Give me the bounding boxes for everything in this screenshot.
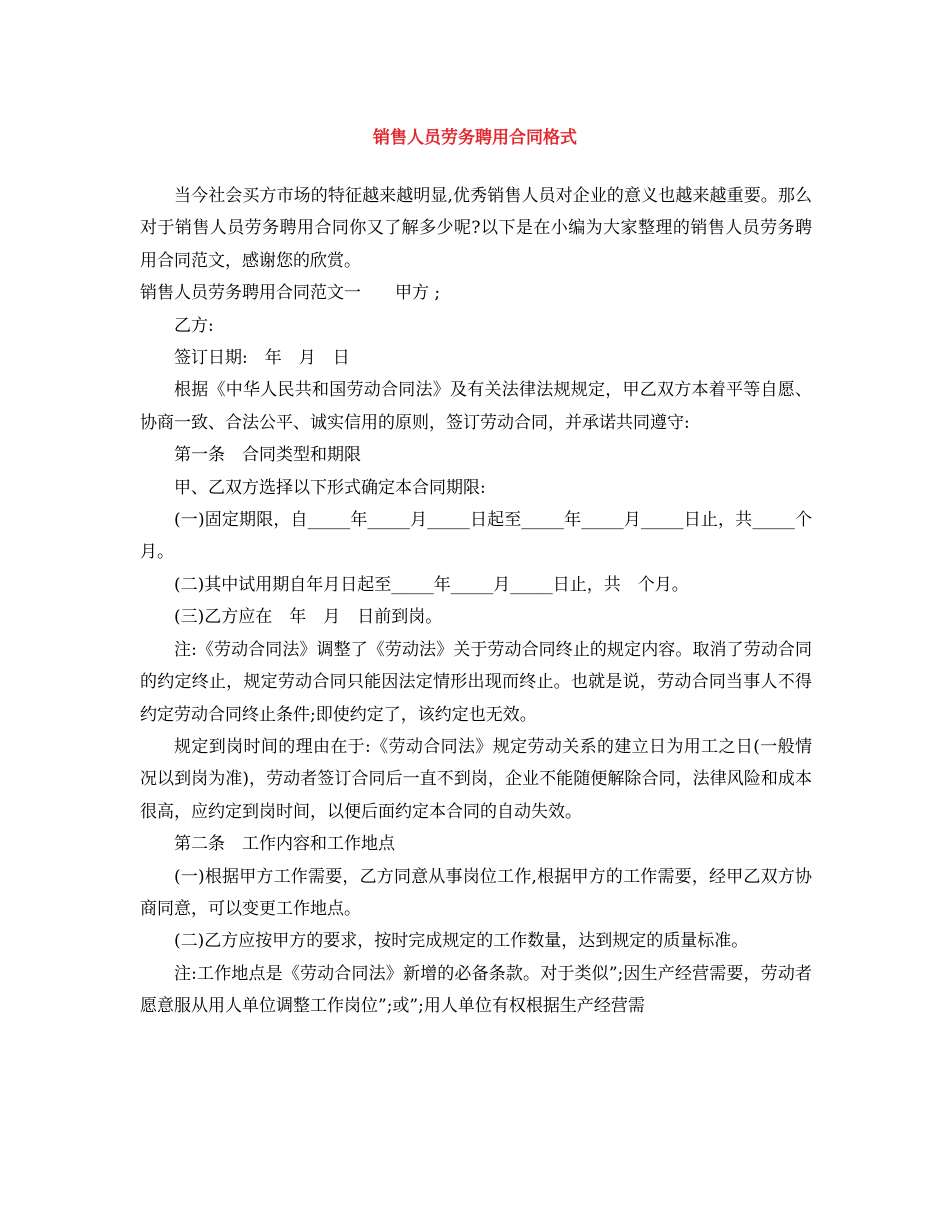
paragraph-party-b: 乙方:: [174, 315, 214, 336]
note-termination: 注:《劳动合同法》调整了《劳动法》关于劳动合同终止的规定内容。取消了劳动合同的约定终止，规定劳动合同只能因法定情形出现而终止。也就是说，劳动合同当事人不得约定劳动合同终止条件;即使约定了，该约定也无效。: [140, 639, 812, 725]
paragraph-intro: 当今社会买方市场的特征越来越明显,优秀销售人员对企业的意义也越来越重要。那么对于销售人员劳务聘用合同你又了解多少呢?以下是在小编为大家整理的销售人员劳务聘用合同范文，感谢您的欣赏。: [140, 186, 812, 271]
note-work-location: 注:工作地点是《劳动合同法》新增的必备条款。对于类似”;因生产经营需要，劳动者愿意服从用人单位调整工作岗位”;或”;用人单位有权根据生产经营需: [140, 963, 812, 1017]
paragraph-legal-basis: 根据《中华人民共和国劳动合同法》及有关法律法规规定，甲乙双方本着平等自愿、协商一致、合法公平、诚实信用的原则，签订劳动合同，并承诺共同遵守:: [140, 380, 812, 433]
clause-work-quantity: (二)乙方应按甲方的要求，按时完成规定的工作数量，达到规定的质量标准。: [174, 931, 749, 952]
clause-probation: (二)其中试用期自年月日起至_____年_____月_____日止，共 个月。: [174, 574, 689, 595]
clause-report-date: (三)乙方应在 年 月 日前到岗。: [174, 607, 443, 628]
article-1-heading: 第一条 合同类型和期限: [174, 445, 361, 466]
clause-fixed-term: (一)固定期限，自_____年_____月_____日起至_____年_____月_____日止，共_____个月。: [140, 510, 812, 563]
paragraph-sample-heading: 销售人员劳务聘用合同范文一 甲方 ;: [140, 283, 441, 304]
note-report-time: 规定到岗时间的理由在于:《劳动合同法》规定劳动关系的建立日为用工之日(一般情况以到岗为准)，劳动者签订合同后一直不到岗，企业不能随便解除合同，法律风险和成本很高，应约定到岗时间，以便后面约定本合同的自动失效。: [140, 736, 812, 822]
paragraph-sign-date: 签订日期: 年 月 日: [174, 348, 350, 369]
document-body: [140, 180, 812, 1023]
article-2-heading: 第二条 工作内容和工作地点: [174, 834, 395, 855]
clause-job-location: (一)根据甲方工作需要，乙方同意从事岗位工作,根据甲方的工作需要，经甲乙双方协商同意，可以变更工作地点。: [140, 866, 812, 919]
paragraph-term-choice: 甲、乙双方选择以下形式确定本合同期限:: [174, 477, 486, 498]
document-title: 销售人员劳务聘用合同格式: [373, 128, 577, 148]
